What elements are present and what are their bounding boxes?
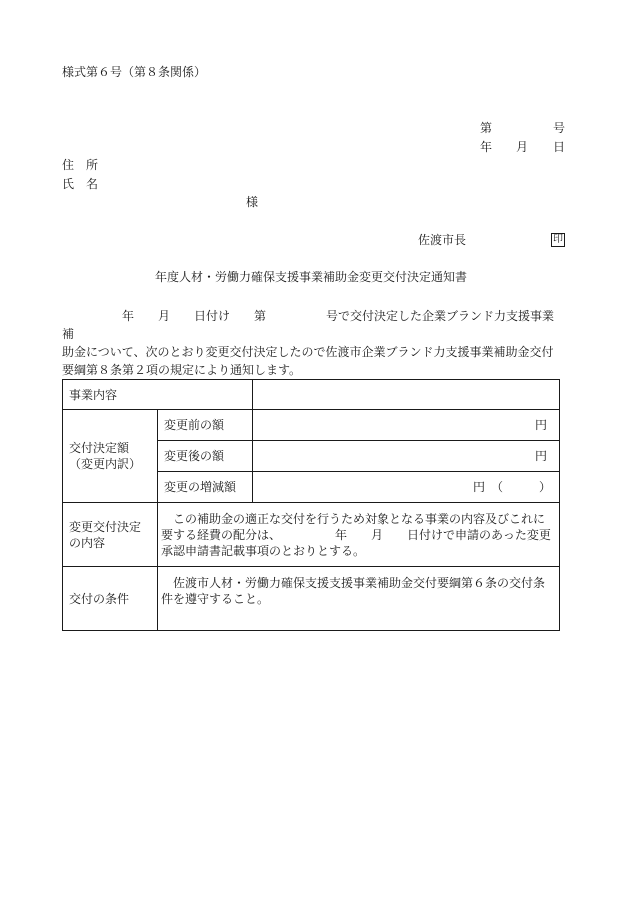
table-row <box>63 567 560 631</box>
amount-label: 交付決定額 （変更内訳） <box>63 410 158 503</box>
sender-name: 佐渡市長 <box>418 233 467 247</box>
change-label: 変更交付決定 の内容 <box>63 503 158 567</box>
name-label: 氏 名 <box>62 177 99 191</box>
after-amount: 円 <box>253 441 560 472</box>
seal-stamp: 印 <box>553 234 563 245</box>
after-label: 変更後の額 <box>158 441 253 472</box>
diff-amount: 円 （ ） <box>253 472 560 503</box>
date-month: 月 <box>516 140 529 154</box>
condition-content: 佐渡市人材・労働力確保支援支援事業補助金交付要綱第６条の交付条 件を遵守すること。 <box>158 567 560 631</box>
table-row <box>63 503 560 567</box>
date-day: 日 <box>553 140 566 154</box>
body-line-3: 要綱第８条第２項の規定により通知します。 <box>62 363 302 377</box>
business-label: 事業内容 <box>63 380 253 410</box>
before-label: 変更前の額 <box>158 410 253 441</box>
sama-label: 様 <box>246 195 259 209</box>
address-label: 住 所 <box>62 158 99 172</box>
diff-label: 変更の増減額 <box>158 472 253 503</box>
body-line-2: 助金について、次のとおり変更交付決定したので佐渡市企業ブランド力支援事業補助金交付 <box>62 345 554 359</box>
business-value <box>253 380 560 410</box>
condition-label: 交付の条件 <box>63 567 158 631</box>
change-content: この補助金の適正な交付を行うため対象となる事業の内容及びこれに 要する経費の配分は、 年 月 日付けで申請のあった変更 承認申請書記載事項のとおりとする。 <box>158 503 560 567</box>
ref-gou: 号 <box>553 121 566 135</box>
form-number: 様式第６号（第８条関係） <box>62 65 207 79</box>
details-table <box>62 379 560 631</box>
body-line-1: 年 月 日付け 第 号で交付決定した企業ブランド力支援事業補 <box>62 309 555 341</box>
before-amount: 円 <box>253 410 560 441</box>
ref-dai: 第 <box>480 121 493 135</box>
document-title: 年度人材・労働力確保支援事業補助金変更交付決定通知書 <box>155 270 468 284</box>
date-year: 年 <box>480 140 493 154</box>
table-row <box>63 380 560 410</box>
table-row <box>63 410 560 441</box>
body-text <box>62 307 562 379</box>
